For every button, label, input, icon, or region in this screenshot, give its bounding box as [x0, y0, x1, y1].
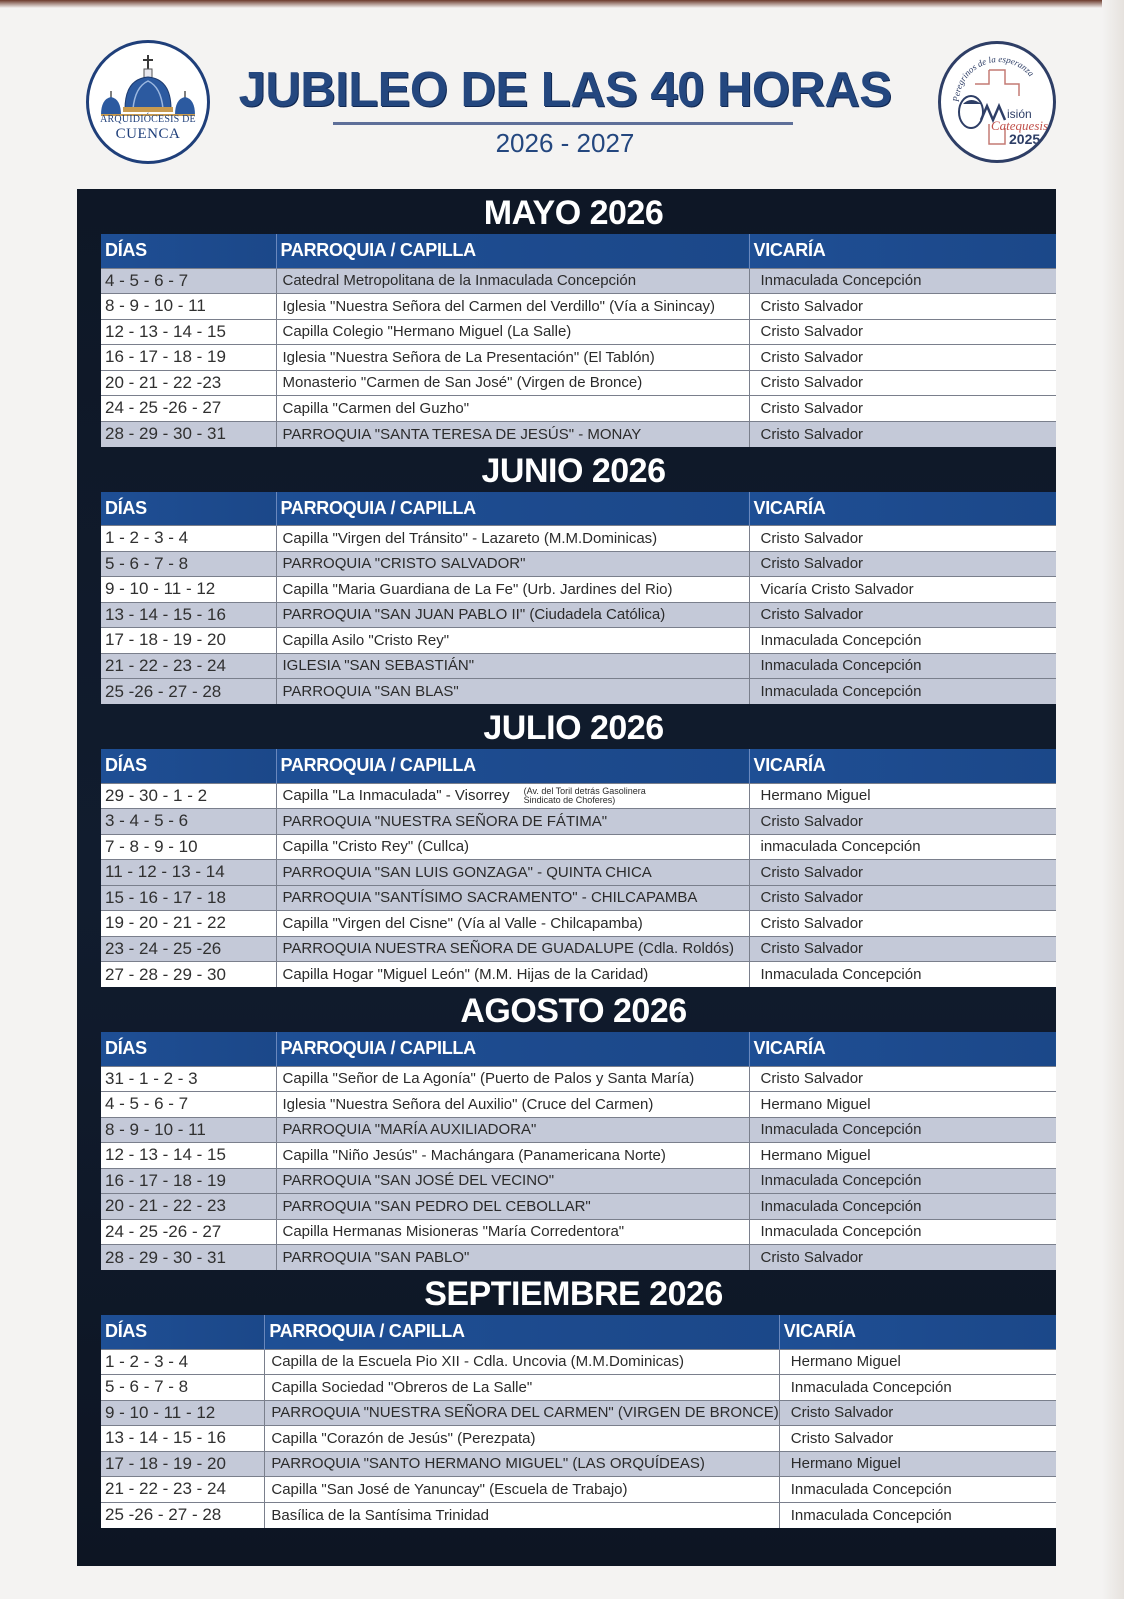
- days-cell: 4 - 5 - 6 - 7: [101, 1092, 276, 1118]
- month-section-julio: [77, 704, 1056, 987]
- parish-cell: PARROQUIA NUESTRA SEÑORA DE GUADALUPE (Cdla. Roldós): [276, 936, 749, 962]
- month-section-mayo: [77, 189, 1056, 447]
- table-row: [101, 653, 1056, 679]
- column-header-vicariate: VICARÍA: [749, 492, 1056, 526]
- table-row: [101, 1400, 1056, 1426]
- table-row: [101, 1066, 1056, 1092]
- table-row: [101, 1194, 1056, 1220]
- page-subtitle-years: 2026 - 2027: [495, 128, 635, 158]
- days-cell: 21 - 22 - 23 - 24: [101, 1477, 265, 1503]
- page-title: JUBILEO DE LAS 40 HORAS: [238, 63, 892, 117]
- days-cell: 21 - 22 - 23 - 24: [101, 653, 276, 679]
- vicariate-cell: Inmaculada Concepción: [779, 1375, 1056, 1401]
- column-header-vicariate: VICARÍA: [749, 234, 1056, 268]
- days-cell: 1 - 2 - 3 - 4: [101, 526, 276, 552]
- days-cell: 7 - 8 - 9 - 10: [101, 834, 276, 860]
- schedule-table: [101, 749, 1056, 987]
- column-header-vicariate: VICARÍA: [779, 1315, 1056, 1349]
- parish-cell: Capilla "Niño Jesús" - Machángara (Panamericana Norte): [276, 1143, 749, 1169]
- table-row: [101, 1451, 1056, 1477]
- days-cell: 27 - 28 - 29 - 30: [101, 962, 276, 988]
- vicariate-cell: Hermano Miguel: [749, 1143, 1056, 1169]
- vicariate-cell: Inmaculada Concepción: [749, 268, 1056, 294]
- table-row: [101, 679, 1056, 705]
- table-row: [101, 834, 1056, 860]
- days-cell: 20 - 21 - 22 -23: [101, 370, 276, 396]
- vicariate-cell: Cristo Salvador: [779, 1426, 1056, 1452]
- vicariate-cell: Cristo Salvador: [749, 370, 1056, 396]
- vicariate-cell: Hermano Miguel: [779, 1451, 1056, 1477]
- table-row: [101, 628, 1056, 654]
- vicariate-cell: Cristo Salvador: [749, 936, 1056, 962]
- month-title: JULIO 2026: [483, 709, 664, 747]
- days-cell: 25 -26 - 27 - 28: [101, 1502, 265, 1528]
- parish-cell: PARROQUIA "SAN BLAS": [276, 679, 749, 705]
- days-cell: 16 - 17 - 18 - 19: [101, 1168, 276, 1194]
- vicariate-cell: Cristo Salvador: [749, 809, 1056, 835]
- days-cell: 12 - 13 - 14 - 15: [101, 1143, 276, 1169]
- vicariate-cell: Inmaculada Concepción: [749, 962, 1056, 988]
- parish-cell: Iglesia "Nuestra Señora del Auxilio" (Cruce del Carmen): [276, 1092, 749, 1118]
- table-row: [101, 1426, 1056, 1452]
- table-row: [101, 602, 1056, 628]
- parish-cell: PARROQUIA "SAN JOSÉ DEL VECINO": [276, 1168, 749, 1194]
- table-row: [101, 783, 1056, 809]
- days-cell: 5 - 6 - 7 - 8: [101, 551, 276, 577]
- vicariate-cell: Inmaculada Concepción: [749, 1168, 1056, 1194]
- table-header-row: [101, 492, 1056, 526]
- parish-cell: PARROQUIA "NUESTRA SEÑORA DE FÁTIMA": [276, 809, 749, 835]
- table-row: [101, 294, 1056, 320]
- table-row: [101, 268, 1056, 294]
- table-row: [101, 1219, 1056, 1245]
- days-cell: 24 - 25 -26 - 27: [101, 396, 276, 422]
- days-cell: 9 - 10 - 11 - 12: [101, 577, 276, 603]
- schedule-table: [101, 492, 1056, 705]
- parish-cell: Capilla "Virgen del Tránsito" - Lazareto (M.M.Dominicas): [276, 526, 749, 552]
- column-header-days: DÍAS: [101, 234, 276, 268]
- table-row: [101, 885, 1056, 911]
- table-header-row: [101, 1032, 1056, 1066]
- vicariate-cell: Cristo Salvador: [749, 396, 1056, 422]
- parish-cell: Capilla de la Escuela Pio XII - Cdla. Uncovia (M.M.Dominicas): [265, 1349, 779, 1375]
- parish-cell: PARROQUIA "SANTÍSIMO SACRAMENTO" - CHILCAPAMBA: [276, 885, 749, 911]
- days-cell: 8 - 9 - 10 - 11: [101, 294, 276, 320]
- table-row: [101, 1143, 1056, 1169]
- document-header: [0, 0, 1124, 180]
- parish-cell: Capilla Colegio "Hermano Miguel (La Salle): [276, 319, 749, 345]
- table-row: [101, 962, 1056, 988]
- parish-cell: PARROQUIA "CRISTO SALVADOR": [276, 551, 749, 577]
- parish-cell: Basílica de la Santísima Trinidad: [265, 1502, 779, 1528]
- days-cell: 11 - 12 - 13 - 14: [101, 860, 276, 886]
- vicariate-cell: Cristo Salvador: [749, 345, 1056, 371]
- logo-left-line2: CUENCA: [115, 126, 181, 142]
- parish-cell: PARROQUIA "SAN JUAN PABLO II" (Ciudadela Católica): [276, 602, 749, 628]
- vicariate-cell: Cristo Salvador: [749, 1245, 1056, 1271]
- table-row: [101, 1375, 1056, 1401]
- mision-catequesis-logo: [938, 41, 1056, 163]
- parish-cell: Capilla "Señor de La Agonía" (Puerto de Palos y Santa María): [276, 1066, 749, 1092]
- table-row: [101, 1245, 1056, 1271]
- days-cell: 8 - 9 - 10 - 11: [101, 1117, 276, 1143]
- parish-cell: Capilla Sociedad "Obreros de La Salle": [265, 1375, 779, 1401]
- days-cell: 16 - 17 - 18 - 19: [101, 345, 276, 371]
- column-header-parish: PARROQUIA / CAPILLA: [276, 234, 749, 268]
- table-row: [101, 1502, 1056, 1528]
- days-cell: 17 - 18 - 19 - 20: [101, 1451, 265, 1477]
- parish-cell: [276, 783, 749, 809]
- vicariate-cell: Inmaculada Concepción: [749, 653, 1056, 679]
- table-row: [101, 396, 1056, 422]
- column-header-vicariate: VICARÍA: [749, 749, 1056, 783]
- column-header-days: DÍAS: [101, 1315, 265, 1349]
- vicariate-cell: Cristo Salvador: [749, 526, 1056, 552]
- schedule-table: [101, 1315, 1056, 1528]
- column-header-parish: PARROQUIA / CAPILLA: [265, 1315, 779, 1349]
- table-row: [101, 526, 1056, 552]
- vicariate-cell: Cristo Salvador: [749, 294, 1056, 320]
- schedule-table: [101, 1032, 1056, 1270]
- days-cell: 1 - 2 - 3 - 4: [101, 1349, 265, 1375]
- parish-cell: Capilla "Cristo Rey" (Cullca): [276, 834, 749, 860]
- parish-cell: PARROQUIA "SANTO HERMANO MIGUEL" (LAS ORQUÍDEAS): [265, 1451, 779, 1477]
- parish-cell: Capilla Asilo "Cristo Rey": [276, 628, 749, 654]
- days-cell: 4 - 5 - 6 - 7: [101, 268, 276, 294]
- schedule-table: [101, 234, 1056, 447]
- table-row: [101, 421, 1056, 447]
- table-row: [101, 1477, 1056, 1503]
- days-cell: 17 - 18 - 19 - 20: [101, 628, 276, 654]
- days-cell: 5 - 6 - 7 - 8: [101, 1375, 265, 1401]
- table-row: [101, 319, 1056, 345]
- column-header-days: DÍAS: [101, 749, 276, 783]
- parish-cell: Capilla "San José de Yanuncay" (Escuela de Trabajo): [265, 1477, 779, 1503]
- svg-text:Peregrinos de la esperanza: [951, 54, 1037, 103]
- vicariate-cell: Cristo Salvador: [749, 421, 1056, 447]
- days-cell: 31 - 1 - 2 - 3: [101, 1066, 276, 1092]
- table-row: [101, 1168, 1056, 1194]
- column-header-vicariate: VICARÍA: [749, 1032, 1056, 1066]
- parish-name: Capilla "La Inmaculada" - Visorrey: [282, 786, 510, 804]
- vicariate-cell: Vicaría Cristo Salvador: [749, 577, 1056, 603]
- table-row: [101, 911, 1056, 937]
- month-title: JUNIO 2026: [481, 451, 666, 490]
- vicariate-cell: Inmaculada Concepción: [749, 628, 1056, 654]
- cathedral-domes-icon: [89, 43, 207, 161]
- month-section-junio: [77, 447, 1056, 705]
- column-header-parish: PARROQUIA / CAPILLA: [276, 492, 749, 526]
- vicariate-cell: Cristo Salvador: [749, 860, 1056, 886]
- days-cell: 13 - 14 - 15 - 16: [101, 602, 276, 628]
- vicariate-cell: Cristo Salvador: [749, 602, 1056, 628]
- month-title: AGOSTO 2026: [460, 992, 687, 1030]
- vicariate-cell: Cristo Salvador: [749, 319, 1056, 345]
- column-header-days: DÍAS: [101, 492, 276, 526]
- title-divider: [333, 122, 793, 125]
- days-cell: 25 -26 - 27 - 28: [101, 679, 276, 705]
- parish-cell: PARROQUIA "SAN LUIS GONZAGA" - QUINTA CHICA: [276, 860, 749, 886]
- parish-cell: Catedral Metropolitana de la Inmaculada Concepción: [276, 268, 749, 294]
- parish-cell: PARROQUIA "SAN PEDRO DEL CEBOLLAR": [276, 1194, 749, 1220]
- table-row: [101, 1117, 1056, 1143]
- column-header-parish: PARROQUIA / CAPILLA: [276, 749, 749, 783]
- days-cell: 19 - 20 - 21 - 22: [101, 911, 276, 937]
- table-row: [101, 345, 1056, 371]
- vicariate-cell: Cristo Salvador: [749, 911, 1056, 937]
- jubilee-calendar: [77, 189, 1056, 1566]
- parish-cell: PARROQUIA "MARÍA AUXILIADORA": [276, 1117, 749, 1143]
- parish-cell: IGLESIA "SAN SEBASTIÁN": [276, 653, 749, 679]
- parish-cell: Iglesia "Nuestra Señora de La Presentación" (El Tablón): [276, 345, 749, 371]
- table-row: [101, 809, 1056, 835]
- vicariate-cell: Hermano Miguel: [749, 1092, 1056, 1118]
- table-row: [101, 551, 1056, 577]
- parish-cell: Capilla Hogar "Miguel León" (M.M. Hijas de la Caridad): [276, 962, 749, 988]
- parish-cell: Monasterio "Carmen de San José" (Virgen de Bronce): [276, 370, 749, 396]
- vicariate-cell: Hermano Miguel: [779, 1349, 1056, 1375]
- days-cell: 13 - 14 - 15 - 16: [101, 1426, 265, 1452]
- table-row: [101, 1092, 1056, 1118]
- days-cell: 15 - 16 - 17 - 18: [101, 885, 276, 911]
- parish-address-note: (Av. del Toril detrás Gasolinera Sindicato de Choferes): [523, 785, 646, 805]
- page-edge-right: [1102, 0, 1124, 1599]
- vicariate-cell: Cristo Salvador: [749, 885, 1056, 911]
- days-cell: 28 - 29 - 30 - 31: [101, 1245, 276, 1271]
- vicariate-cell: Inmaculada Concepción: [749, 1194, 1056, 1220]
- table-header-row: [101, 749, 1056, 783]
- table-row: [101, 370, 1056, 396]
- table-row: [101, 936, 1056, 962]
- table-row: [101, 1349, 1056, 1375]
- days-cell: 29 - 30 - 1 - 2: [101, 783, 276, 809]
- vicariate-cell: inmaculada Concepción: [749, 834, 1056, 860]
- days-cell: 12 - 13 - 14 - 15: [101, 319, 276, 345]
- parish-cell: Capilla "Virgen del Cisne" (Vía al Valle - Chilcapamba): [276, 911, 749, 937]
- table-row: [101, 860, 1056, 886]
- days-cell: 28 - 29 - 30 - 31: [101, 421, 276, 447]
- parish-cell: Capilla "Carmen del Guzho": [276, 396, 749, 422]
- days-cell: 20 - 21 - 22 - 23: [101, 1194, 276, 1220]
- logo-arc-text: Peregrinos de la esperanza: [950, 53, 1037, 103]
- parish-cell: PARROQUIA "SAN PABLO": [276, 1245, 749, 1271]
- table-header-row: [101, 234, 1056, 268]
- vicariate-cell: Hermano Miguel: [749, 783, 1056, 809]
- vicariate-cell: Cristo Salvador: [749, 551, 1056, 577]
- svg-text:isión: isión: [1007, 107, 1032, 121]
- parish-cell: PARROQUIA "NUESTRA SEÑORA DEL CARMEN" (VIRGEN DE BRONCE): [265, 1400, 779, 1426]
- vicariate-cell: Inmaculada Concepción: [779, 1477, 1056, 1503]
- days-cell: 24 - 25 -26 - 27: [101, 1219, 276, 1245]
- parish-cell: Capilla "Maria Guardiana de La Fe" (Urb. Jardines del Rio): [276, 577, 749, 603]
- days-cell: 3 - 4 - 5 - 6: [101, 809, 276, 835]
- table-header-row: [101, 1315, 1056, 1349]
- parish-cell: Iglesia "Nuestra Señora del Carmen del Verdillo" (Vía a Sinincay): [276, 294, 749, 320]
- column-header-parish: PARROQUIA / CAPILLA: [276, 1032, 749, 1066]
- parish-cell: PARROQUIA "SANTA TERESA DE JESÚS" - MONAY: [276, 421, 749, 447]
- parish-cell: Capilla "Corazón de Jesús" (Perezpata): [265, 1426, 779, 1452]
- svg-text:Catequesis: Catequesis: [991, 118, 1049, 133]
- vicariate-cell: Cristo Salvador: [749, 1066, 1056, 1092]
- archdiocese-logo: [86, 40, 210, 164]
- parish-cell: Capilla Hermanas Misioneras "María Corredentora": [276, 1219, 749, 1245]
- vicariate-cell: Inmaculada Concepción: [779, 1502, 1056, 1528]
- column-header-days: DÍAS: [101, 1032, 276, 1066]
- logo-left-line1: ARQUIDIÓCESIS DE: [100, 114, 196, 125]
- month-section-septiembre: [77, 1270, 1056, 1528]
- month-title: MAYO 2026: [483, 194, 664, 232]
- vicariate-cell: Inmaculada Concepción: [749, 1117, 1056, 1143]
- days-cell: 9 - 10 - 11 - 12: [101, 1400, 265, 1426]
- cross-portrait-icon: [941, 44, 1053, 160]
- month-title: SEPTIEMBRE 2026: [424, 1275, 723, 1313]
- month-section-agosto: [77, 987, 1056, 1270]
- days-cell: 23 - 24 - 25 -26: [101, 936, 276, 962]
- vicariate-cell: Inmaculada Concepción: [749, 679, 1056, 705]
- svg-text:2025: 2025: [1009, 131, 1041, 147]
- table-row: [101, 577, 1056, 603]
- vicariate-cell: Inmaculada Concepción: [749, 1219, 1056, 1245]
- vicariate-cell: Cristo Salvador: [779, 1400, 1056, 1426]
